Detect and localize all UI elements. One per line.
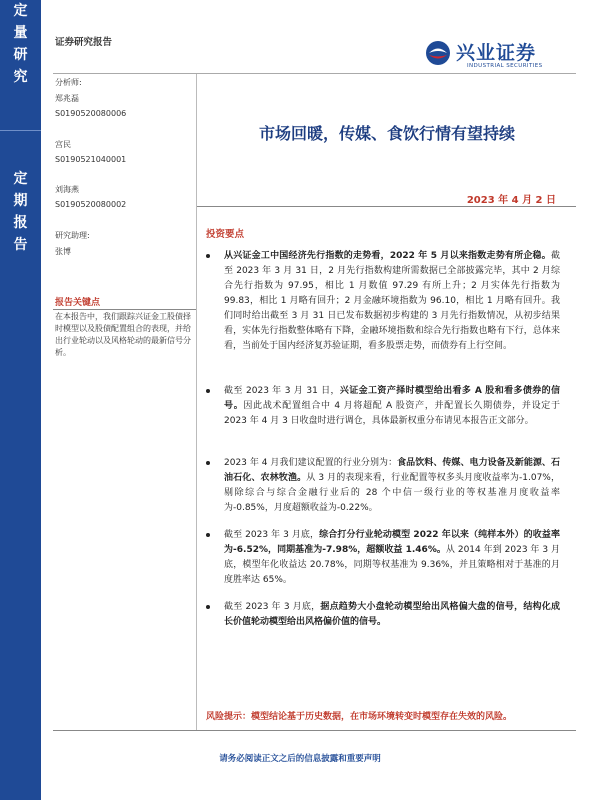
bullet-text: 从 2014 年到 2023 年 3 月底，模型年化收益达 20.78%，同期等权基准为 9.36%，并且策略相对于基准的月度胜率达 65%。	[224, 545, 560, 585]
bullet-text: 从 3 月的表现来看，行业配置等权多头月度收益率为-1.07%，剔除综合与综合金融行业后的 28 个中信一级行业的等权基准月度收益率为-0.85%，月度超额收益为-0.22%。	[224, 473, 560, 513]
logo-cn-text: 兴业证券	[456, 42, 537, 64]
sidebar-mid-label	[0, 168, 41, 256]
bullet-pre: 截至 2023 年 3 月底，	[224, 602, 321, 612]
assistant-label: 研究助理:	[55, 231, 90, 240]
bullet-bold: 据点趋势大小盘轮动模型给出风格偏大盘的信号，结构化成长价值轮动模型给出风格偏价值的信号。	[224, 602, 560, 627]
analyst-id: S0190520080002	[55, 200, 127, 209]
logo-en-text: INDUSTRIAL SECURITIES	[467, 63, 543, 69]
bullet-bold: 食品饮料、传媒、电力设备及新能源、石油石化、农林牧渔。	[224, 458, 560, 483]
bullet-pre: 截至 2023 年 3 月底，	[224, 530, 320, 540]
summary-bullet	[206, 249, 560, 354]
key-points-body: 在本报告中，我们跟踪兴证金工股债择时模型以及股债配置组合的表现，并给出行业轮动以及风格轮动的最新信号分析。	[55, 312, 191, 357]
sidebar-top-label	[0, 0, 41, 88]
date-rule	[197, 206, 576, 207]
header-rule	[53, 73, 576, 74]
bullet-dot-icon	[206, 533, 210, 537]
key-points-title: 报告关键点	[55, 298, 101, 308]
analyst-name: 郑兆磊	[55, 94, 79, 103]
bullet-bold: 兴证金工资产择时模型给出看多 A 股和看多债券的信号。	[224, 386, 561, 411]
bullet-text: 截至 2023 年 3 月 31 日，2 月先行指数构建所需数据已全部披露完毕，其中 2 月综合先行指数为 97.95，相比 1 月数值 97.29 有所上升；2 月实体先行指数为 99.83，相比 1 月略有回升；2 月金融环境指数为 96.10，相比 1 月略有回升。我们同时给出截至 3 月 31 日已发布数据初步构建的 3 月先行指数情况，从初步结果看，实体先行指数整体略有下降，金融环境指数和综合先行指数也略有下行，总体来看，当前处于国内经济复苏验证期，看多股票走势，而债券有上行空间。	[224, 251, 560, 351]
bullet-pre: 截至 2023 年 3 月 31 日，	[224, 386, 340, 396]
analyst-name: 刘海燕	[55, 185, 79, 194]
report-title: 市场回暖，传媒、食饮行情有望持续	[258, 124, 515, 143]
report-type: 证券研究报告	[55, 37, 113, 48]
side-band	[0, 0, 41, 800]
report-date: 2023 年 4 月 2 日	[466, 195, 556, 206]
sidebar-mid-text: 定 期 报 告	[13, 171, 28, 253]
bullet-dot-icon	[206, 461, 210, 465]
analyst-label: 分析师:	[55, 78, 82, 87]
bullet-dot-icon	[206, 254, 210, 258]
bottom-rule	[53, 730, 576, 731]
bullet-bold: 从兴证金工中国经济先行指数的走势看，2022 年 5 月以来指数走势有所企稳。	[224, 251, 551, 261]
bullet-bold: 综合打分行业轮动模型 2022 年以来（纯样本外）的收益率为-6.52%，同期基准为-7.98%，超额收益 1.46%。	[224, 530, 560, 555]
company-logo	[425, 38, 565, 72]
summary-bullet	[206, 456, 560, 516]
logo-mark-icon	[425, 40, 451, 66]
bullet-text: 因此战术配置组合中 4 月将超配 A 股资产，并配置长久期债券，并设定于 2023 年 4 月 3 日收盘时进行调仓，具体最新权重分布请见本报告正文部分。	[224, 401, 560, 426]
summary-title: 投资要点	[206, 229, 245, 240]
summary-bullet	[206, 384, 560, 429]
analyst-name: 宫民	[55, 140, 71, 149]
assistant-name: 张博	[55, 247, 71, 256]
sidebar-divider	[0, 130, 41, 131]
sidebar-top-text: 定 量 研 究	[13, 3, 28, 85]
analyst-id: S0190521040001	[55, 155, 127, 164]
analyst-id: S0190520080006	[55, 109, 127, 118]
bullet-pre: 2023 年 4 月我们建议配置的行业分别为：	[224, 458, 398, 468]
risk-warning: 风险提示：模型结论基于历史数据，在市场环境转变时模型存在失效的风险。	[206, 712, 513, 722]
bullet-dot-icon	[206, 389, 210, 393]
summary-bullet	[206, 600, 560, 630]
column-divider	[196, 74, 197, 730]
summary-bullet	[206, 528, 560, 588]
bullet-dot-icon	[206, 605, 210, 609]
key-points-rule	[53, 309, 196, 310]
footer-disclaimer: 请务必阅读正文之后的信息披露和重要声明	[219, 754, 381, 764]
